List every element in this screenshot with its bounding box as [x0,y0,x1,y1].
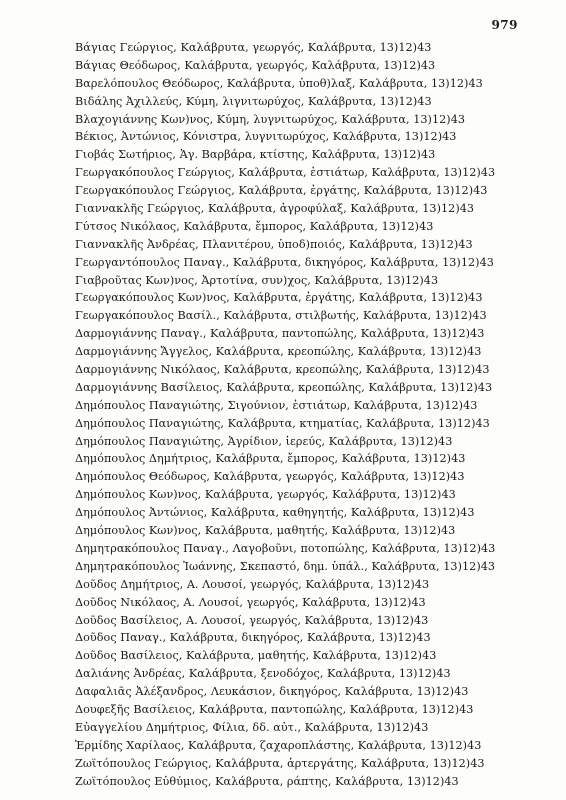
list-item: Δαρμογιάννης Βασίλειος, Καλάβρυτα, κρεοπώλης, Καλάβρυτα, 13)12)43 [75,380,493,394]
list-item: Δοῦδος Βασίλειος, Καλάβρυτα, μαθητής, Καλάβρυτα, 13)12)43 [75,649,437,663]
list-item: Γιαννακλῆς Γεώργιος, Καλάβρυτα, ἀγροφύλαξ, Καλάβρυτα, 13)12)43 [75,202,475,216]
list-item: Δαφαλιᾶς Ἀλέξανδρος, Λευκάσιον, δικηγόρος, Καλάβρυτα, 13)12)43 [75,685,469,699]
list-item: Βάγιας Γεώργιος, Καλάβρυτα, γεωργός, Καλάβρυτα, 13)12)43 [75,41,432,54]
list-item: Δημόπουλος Ἀντώνιος, Καλάβρυτα, καθηγητής, Καλάβρυτα, 13)12)43 [75,506,475,520]
list-item: Ζωϊτόπουλος Γεώργιος, Καλάβρυτα, ἀρτεργάτης, Καλάβρυτα, 13)12)43 [75,756,485,770]
list-item: Εὐαγγελίου Δημήτριος, Φίλια, δδ. αὐτ., Καλάβρυτα, 13)12)43 [75,720,429,734]
list-item: Δημόπουλος Θεόδωρος, Καλάβρυτα, γεωργός, Καλάβρυτα, 13)12)43 [75,470,465,484]
list-item: Ζωϊτόπουλος Εὐθύμιος, Καλάβρυτα, ράπτης, Καλάβρυτα, 13)12)43 [75,774,459,788]
list-item: Γύτσος Νικόλαος, Καλάβρυτα, ἔμπορος, Καλάβρυτα, 13)12)43 [75,219,434,233]
list-item: Δημητρακόπουλος Παναγ., Λαγοβοῦνι, ποτοπώλης, Καλάβρυτα, 13)12)43 [75,541,496,555]
list-item: Γεωργακόπουλος Γεώργιος, Καλάβρυτα, ἐργάτης, Καλάβρυτα, 13)12)43 [75,184,488,198]
list-item: Δημόπουλος Κων)νος, Καλάβρυτα, γεωργός, Καλάβρυτα, 13)12)43 [75,488,456,502]
list-item: Δημόπουλος Δημήτριος, Καλάβρυτα, ἔμπορος, Καλάβρυτα, 13)12)43 [75,452,466,466]
list-item: Δοῦδος Παναγ., Καλάβρυτα, δικηγόρος, Καλάβρυτα, 13)12)43 [75,631,431,645]
list-item: Δημόπουλος Παναγιώτης, Καλάβρυτα, κτηματίας, Καλάβρυτα, 13)12)43 [75,416,490,430]
list-item: Δαρμογιάννης Παναγ., Καλάβρυτα, παντοπώλης, Καλάβρυτα, 13)12)43 [75,327,485,341]
list-item: Γεωργακόπουλος Γεώργιος, Καλάβρυτα, ἑστιάτωρ, Καλάβρυτα, 13)12)43 [75,166,496,180]
list-item: Δαρμογιάννης Ἄγγελος, Καλάβρυτα, κρεοπώλης, Καλάβρυτα, 13)12)43 [75,345,482,359]
list-item: Γιαννακλῆς Ἀνδρέας, Πλανιτέρου, ὑποδ)ποιός, Καλάβρυτα, 13)12)43 [75,237,473,251]
list-item: Γεωργακόπουλος Βασίλ., Καλάβρυτα, στιλβωτής, Καλάβρυτα, 13)12)43 [75,309,487,323]
list-item: Γεωργακόπουλος Κων)νος, Καλάβρυτα, ἐργάτης, Καλάβρυτα, 13)12)43 [75,291,483,305]
list-item: Βάγιας Θεόδωρος, Καλάβρυτα, γεωργός, Καλάβρυτα, 13)12)43 [75,58,436,72]
list-item: Δημόπουλος Παναγιώτης, Σιγούνιον, ἑστιάτωρ, Καλάβρυτα, 13)12)43 [75,398,478,412]
list-item: Γιαβροῦτας Κων)νος, Ἀρτοτίνα, συν)χος, Καλάβρυτα, 13)12)43 [75,273,439,287]
list-item: Δουφεξῆς Βασίλειος, Καλάβρυτα, παντοπώλης, Καλάβρυτα, 13)12)43 [75,702,474,716]
list-item: Δημόπουλος Κων)νος, Καλάβρυτα, μαθητής, Καλάβρυτα, 13)12)43 [75,524,456,538]
list-item: Δοῦδος Νικόλαος, Α. Λουσοί, γεωργός, Καλάβρυτα, 13)12)43 [75,595,426,609]
list-item: Βλαχογιάννης Κων)νος, Κύμη, λυγνιτωρύχος, Καλάβρυτα, 13)12)43 [75,112,466,126]
list-item: Γιοβάς Σωτήριος, Ἁγ. Βαρβάρα, κτίστης, Καλάβρυτα, 13)12)43 [75,148,436,162]
entry-list [75,39,545,790]
list-item: Δημητρακόπουλος Ἰωάννης, Σκεπαστό, δημ. ὑπάλ., Καλάβρυτα, 13)12)43 [75,559,496,573]
list-item: Δοῦδος Δημήτριος, Α. Λουσοί, γεωργός, Καλάβρυτα, 13)12)43 [75,577,430,591]
list-item: Ἑρμίδης Χαρίλαος, Καλάβρυτα, ζαχαροπλάστης, Καλάβρυτα, 13)12)43 [75,738,482,752]
list-item: Δαλιάνης Ἀνδρέας, Καλάβρυτα, ξενοδόχος, Καλάβρυτα, 13)12)43 [75,667,451,681]
list-item: Βιδάλης Ἀχιλλεύς, Κύμη, λιγνιτωρύχος, Καλάβρυτα, 13)12)43 [75,94,432,108]
list-item: Δοῦδος Βασίλειος, Α. Λουσοί, γεωργός, Καλάβρυτα, 13)12)43 [75,613,429,627]
list-item: Δαρμογιάννης Νικόλαος, Καλάβρυτα, κρεοπώλης, Καλάβρυτα, 13)12)43 [75,363,490,377]
list-item: Δημόπουλος Παναγιώτης, Ἀγρίδιον, ἱερεύς, Καλάβρυτα, 13)12)43 [75,434,453,448]
list-item: Βέκιος, Ἀντώνιος, Κόνιστρα, λυγνιτωρύχος, Καλάβρυτα, 13)12)43 [75,130,457,144]
page-number: 979 [491,18,518,32]
list-item: Γεωργαντόπουλος Παναγ., Καλάβρυτα, δικηγόρος, Καλάβρυτα, 13)12)43 [75,255,494,269]
list-item: Βαρελόπουλος Θεόδωρος, Καλάβρυτα, ὑποθ)λαξ, Καλάβρυτα, 13)12)43 [75,76,483,90]
